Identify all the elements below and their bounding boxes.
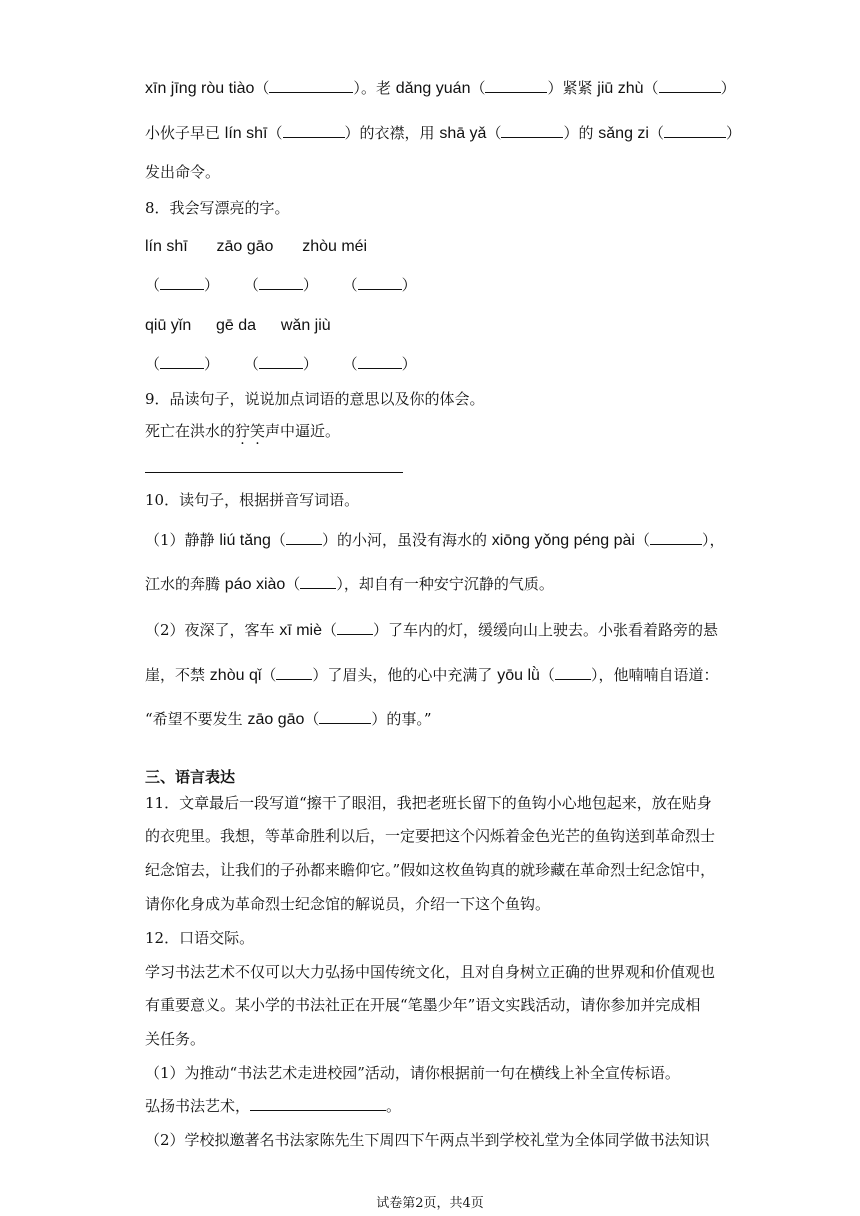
answer-blank[interactable]	[358, 356, 402, 369]
answer-blank[interactable]	[276, 667, 312, 680]
q12-line-5: 弘扬书法艺术， 。	[145, 1097, 402, 1115]
slogan-blank[interactable]	[250, 1098, 386, 1111]
q12-line-1: 学习书法艺术不仅可以大力弘扬中国传统文化，且对自身树立正确的世界观和价值观也	[145, 963, 716, 981]
q9-title: 9．品读句子，说说加点词语的意思以及你的体会。	[145, 390, 485, 408]
answer-blank[interactable]	[259, 277, 303, 290]
answer-blank[interactable]	[555, 667, 591, 680]
q11-line-3: 纪念馆去，让我们的子孙都来瞻仰它。”假如这枚鱼钩真的就珍藏在革命烈士纪念馆中，	[145, 861, 716, 879]
q8-blank-row-1: （ ） （ ） （ ）	[145, 276, 417, 294]
answer-blank[interactable]	[319, 711, 371, 724]
q12-line-2: 有重要意义。某小学的书法社正在开展“笔墨少年”语文实践活动，请你参加并完成相	[145, 996, 701, 1014]
answer-blank[interactable]	[650, 532, 702, 545]
q10-line-3: （2）夜深了，客车 xī miè（ ）了车内的灯，缓缓向山上驶去。小张看着路旁的悬	[145, 621, 719, 639]
q8-pinyin-row-2: qiū yǐn gē da wǎn jiù	[145, 317, 331, 334]
answer-blank[interactable]	[337, 622, 373, 635]
page-footer: 试卷第2页，共4页	[376, 1196, 484, 1211]
answer-blank[interactable]	[664, 125, 726, 138]
answer-blank[interactable]	[485, 80, 547, 93]
answer-blank[interactable]	[358, 277, 402, 290]
answer-blank[interactable]	[160, 277, 204, 290]
q9-answer-line[interactable]	[145, 472, 403, 473]
q11-line-2: 的衣兜里。我想，等革命胜利以后，一定要把这个闪烁着金色光芒的鱼钩送到革命烈士	[145, 827, 716, 845]
q7-line-2: 小伙子早已 lín shī（ ）的衣襟，用 shā yǎ（ ）的 sǎng zi（ ）	[145, 124, 742, 142]
answer-blank[interactable]	[269, 80, 353, 93]
q11-line-4: 请你化身成为革命烈士纪念馆的解说员，介绍一下这个鱼钩。	[145, 895, 551, 913]
q8-pinyin-row-1: lín shī zāo gāo zhòu méi	[145, 238, 368, 255]
q12-line-4: （1）为推动“书法艺术走进校园”活动，请你根据前一句在横线上补全宣传标语。	[145, 1064, 680, 1082]
answer-blank[interactable]	[259, 356, 303, 369]
q7-line-1: xīn jīng ròu tiào（ ）。老 dǎng yuán（ ）紧紧 jiū zhù（ ）	[145, 79, 736, 97]
dotted-char: 狞	[235, 422, 251, 440]
q10-line-5: “希望不要发生 zāo gāo（ ）的事。”	[145, 710, 432, 728]
q8-blank-row-2: （ ） （ ） （ ）	[145, 355, 417, 373]
answer-blank[interactable]	[283, 125, 345, 138]
q12-line-6: （2）学校拟邀著名书法家陈先生下周四下午两点半到学校礼堂为全体同学做书法知识	[145, 1131, 710, 1149]
q10-line-1: （1）静静 liú tǎng（ ）的小河，虽没有海水的 xiōng yǒng péng pài（ ），	[145, 531, 725, 549]
q10-line-2: 江水的奔腾 páo xiào（ ），却自有一种安宁沉静的气质。	[145, 575, 554, 593]
dotted-char: 笑	[250, 422, 266, 440]
q12-title: 12．口语交际。	[145, 929, 255, 947]
q11-line-1: 11．文章最后一段写道“擦干了眼泪，我把老班长留下的鱼钩小心地包起来，放在贴身	[145, 794, 712, 812]
q10-line-4: 崖，不禁 zhòu qǐ（ ）了眉头，他的心中充满了 yōu lǜ（ ），他喃喃自语道：	[145, 666, 719, 684]
q10-title: 10．读句子，根据拼音写词语。	[145, 491, 360, 509]
q8-title: 8．我会写漂亮的字。	[145, 199, 290, 217]
answer-blank[interactable]	[659, 80, 721, 93]
answer-blank[interactable]	[501, 125, 563, 138]
answer-blank[interactable]	[286, 532, 322, 545]
answer-blank[interactable]	[160, 356, 204, 369]
q7-line-3: 发出命令。	[145, 163, 221, 181]
q12-line-3: 关任务。	[145, 1030, 206, 1048]
section-title: 三、语言表达	[145, 768, 236, 786]
answer-blank[interactable]	[300, 576, 336, 589]
q9-sentence: 死亡在洪水的狞笑声中逼近。	[145, 422, 341, 440]
